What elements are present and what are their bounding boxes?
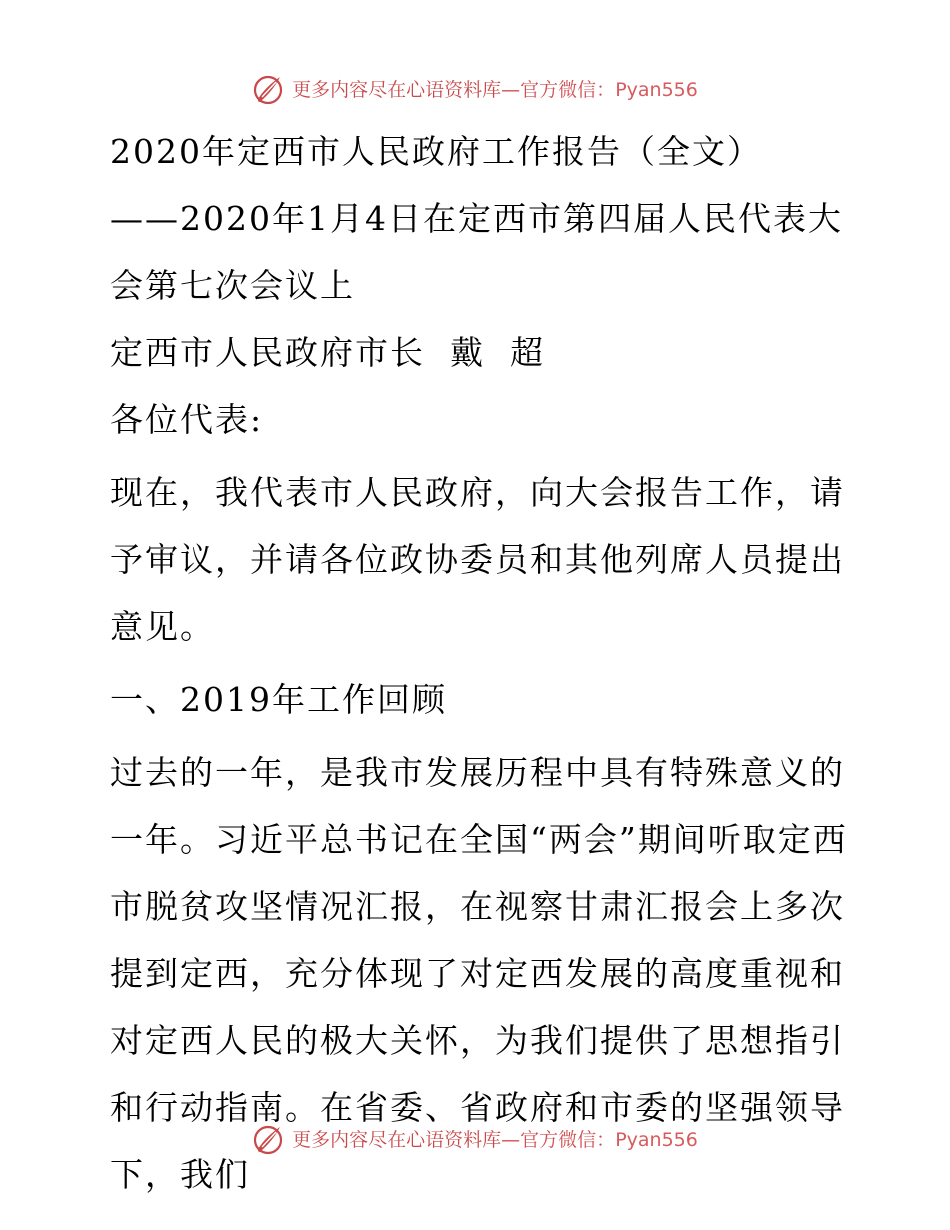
watermark-contact-label: 官方微信：: [520, 1128, 616, 1151]
watermark-contact-id: Pyan556: [615, 78, 698, 101]
pen-logo-icon: [252, 1123, 286, 1157]
watermark-contact-id: Pyan556: [615, 1128, 698, 1151]
intro-paragraph: 现在，我代表市人民政府，向大会报告工作，请予审议，并请各位政协委员和其他列席人员提出意见。: [110, 473, 845, 646]
document-subtitle: ——2020年1月4日在定西市第四届人民代表大会第七次会议上: [110, 199, 843, 305]
document-title: 2020年定西市人民政府工作报告（全文）: [110, 132, 762, 171]
document-body: [100, 118, 850, 1208]
section-heading: 一、2019年工作回顾: [110, 680, 447, 719]
document-salutation: 各位代表:: [110, 400, 264, 439]
watermark-contact-label: 官方微信：: [520, 78, 616, 101]
watermark-separator: —: [501, 1128, 521, 1151]
document-author: 定西市人民政府市长 戴 超: [110, 333, 545, 372]
pen-logo-icon: [252, 73, 286, 107]
watermark-separator: —: [501, 78, 521, 101]
header-watermark: [0, 68, 950, 112]
body-paragraph: 过去的一年，是我市发展历程中具有特殊意义的一年。习近平总书记在全国“两会”期间听取定西市脱贫攻坚情况汇报，在视察甘肃汇报会上多次提到定西，充分体现了对定西发展的高度重视和对定西人民的极大关怀，为我们提供了思想指引和行动指南。在省委、省政府和市委的坚强领导下，我们: [110, 753, 848, 1194]
watermark-text: [292, 1128, 698, 1151]
watermark-brand: 更多内容尽在心语资料库: [292, 78, 502, 101]
watermark-text: [292, 78, 698, 101]
footer-watermark: [0, 1118, 950, 1162]
watermark-brand: 更多内容尽在心语资料库: [292, 1128, 502, 1151]
